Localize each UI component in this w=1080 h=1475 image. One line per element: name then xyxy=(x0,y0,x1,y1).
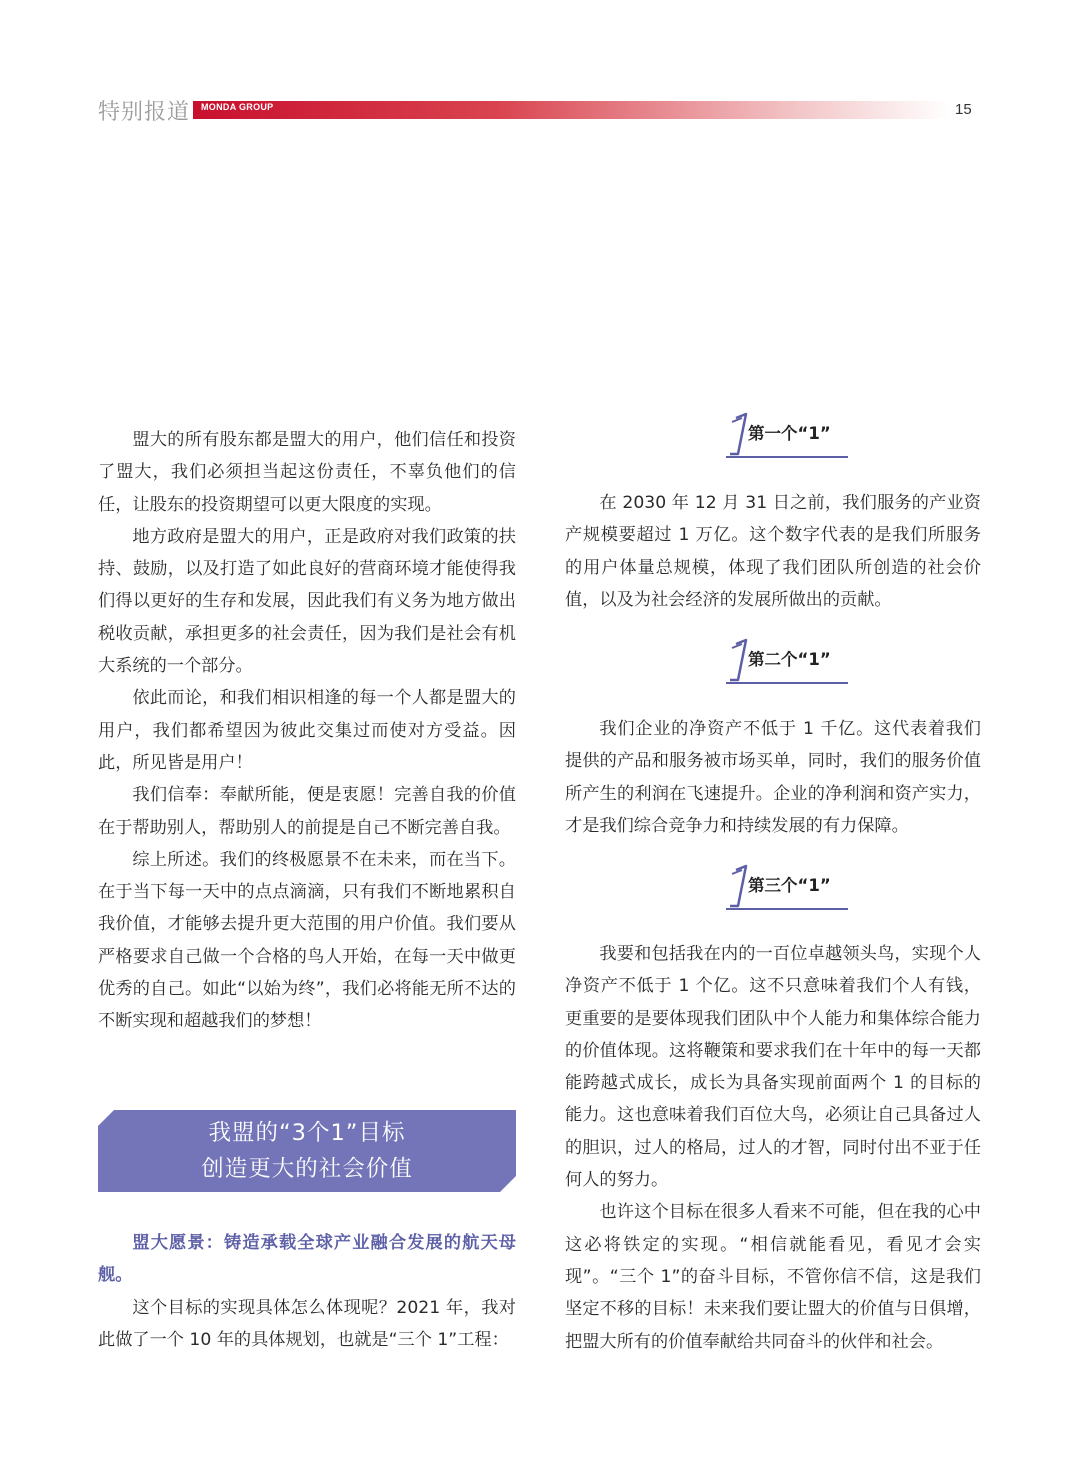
brand-label: MONDA GROUP xyxy=(201,102,274,112)
subheading-third xyxy=(726,864,851,912)
paragraph: 在 2030 年 12 月 31 日之前，我们服务的产业资产规模要超过 1 万亿。这个数字代表的是我们所服务的用户体量总规模，体现了我们团队所创造的社会价值，以及为社会经济的发展所做出的贡献。 xyxy=(565,493,981,610)
subheading-label: 第二个“1” xyxy=(748,650,831,669)
page-number: 15 xyxy=(955,101,972,118)
paragraph: 依此而论，和我们相识相逢的每一个人都是盟大的用户，我们都希望因为彼此交集过而使对方受益。因此，所见皆是用户！ xyxy=(98,688,516,773)
vision-block xyxy=(98,1227,516,1356)
section-body xyxy=(565,713,981,842)
subheading-label: 第三个“1” xyxy=(748,876,831,895)
paragraph: 我们企业的净资产不低于 1 千亿。这代表着我们提供的产品和服务被市场买单，同时，我们的服务价值所产生的利润在飞速提升。企业的净利润和资产实力，才是我们综合竞争力和持续发展的有力保障。 xyxy=(565,719,981,836)
paragraph: 我们信奉：奉献所能，便是衷愿！完善自我的价值在于帮助别人，帮助别人的前提是自己不断完善自我。 xyxy=(98,785,516,838)
banner-title: 我盟的“3个1”目标 xyxy=(208,1120,406,1146)
banner-subtitle: 创造更大的社会价值 xyxy=(201,1156,413,1182)
divider xyxy=(726,908,848,910)
subheading-first xyxy=(726,412,851,460)
divider xyxy=(726,682,848,684)
section-title: 特别报道 xyxy=(98,100,191,125)
section-body xyxy=(565,938,981,1358)
left-column xyxy=(98,424,516,1038)
divider xyxy=(726,456,848,458)
section-body xyxy=(565,487,981,616)
paragraph: 我要和包括我在内的一百位卓越领头鸟，实现个人净资产不低于 1 个亿。这不只意味着我们个人有钱，更重要的是要体现我们团队中个人能力和集体综合能力的价值体现。这将鞭策和要求我们在十年中的每一天都能跨越式成长，成长为具备实现前面两个 1 的目标的能力。这也意味着我们百位大鸟，必须让自己具备过人的胆识，过人的格局，过人的才智，同时付出不亚于任何人的努力。 xyxy=(565,944,981,1191)
subheading-label: 第一个“1” xyxy=(748,424,831,443)
section-banner xyxy=(98,1110,516,1192)
subheading-second xyxy=(726,638,851,686)
paragraph: 这个目标的实现具体怎么体现呢？2021 年，我对此做了一个 10 年的具体规划，也就是“三个 1”工程： xyxy=(98,1297,516,1350)
paragraph: 综上所述。我们的终极愿景不在未来，而在当下。在于当下每一天中的点点滴滴，只有我们不断地累积自我价值，才能够去提升更大范围的用户价值。我们要从严格要求自己做一个合格的鸟人开始，在每一天中做更优秀的自己。如此“以始为终”，我们必将能无所不达的不断实现和超越我们的梦想！ xyxy=(98,849,516,1032)
paragraph: 盟大的所有股东都是盟大的用户，他们信任和投资了盟大，我们必须担当起这份责任，不辜负他们的信任，让股东的投资期望可以更大限度的实现。 xyxy=(98,430,516,515)
paragraph: 地方政府是盟大的用户，正是政府对我们政策的扶持、鼓励，以及打造了如此良好的营商环境才能使得我们得以更好的生存和发展，因此我们有义务为地方做出税收贡献，承担更多的社会责任，因为我们是社会有机大系统的一个部分。 xyxy=(98,526,516,677)
vision-lead: 盟大愿景：铸造承载全球产业融合发展的航天母舰。 xyxy=(98,1233,516,1286)
paragraph: 也许这个目标在很多人看来不可能，但在我的心中这必将铁定的实现。“相信就能看见，看见才会实现”。“三个 1”的奋斗目标，不管你信不信，这是我们坚定不移的目标！未来我们要让盟大的价值与日俱增，把盟大所有的价值奉献给共同奋斗的伙伴和社会。 xyxy=(565,1202,981,1352)
header-bar xyxy=(193,101,950,119)
